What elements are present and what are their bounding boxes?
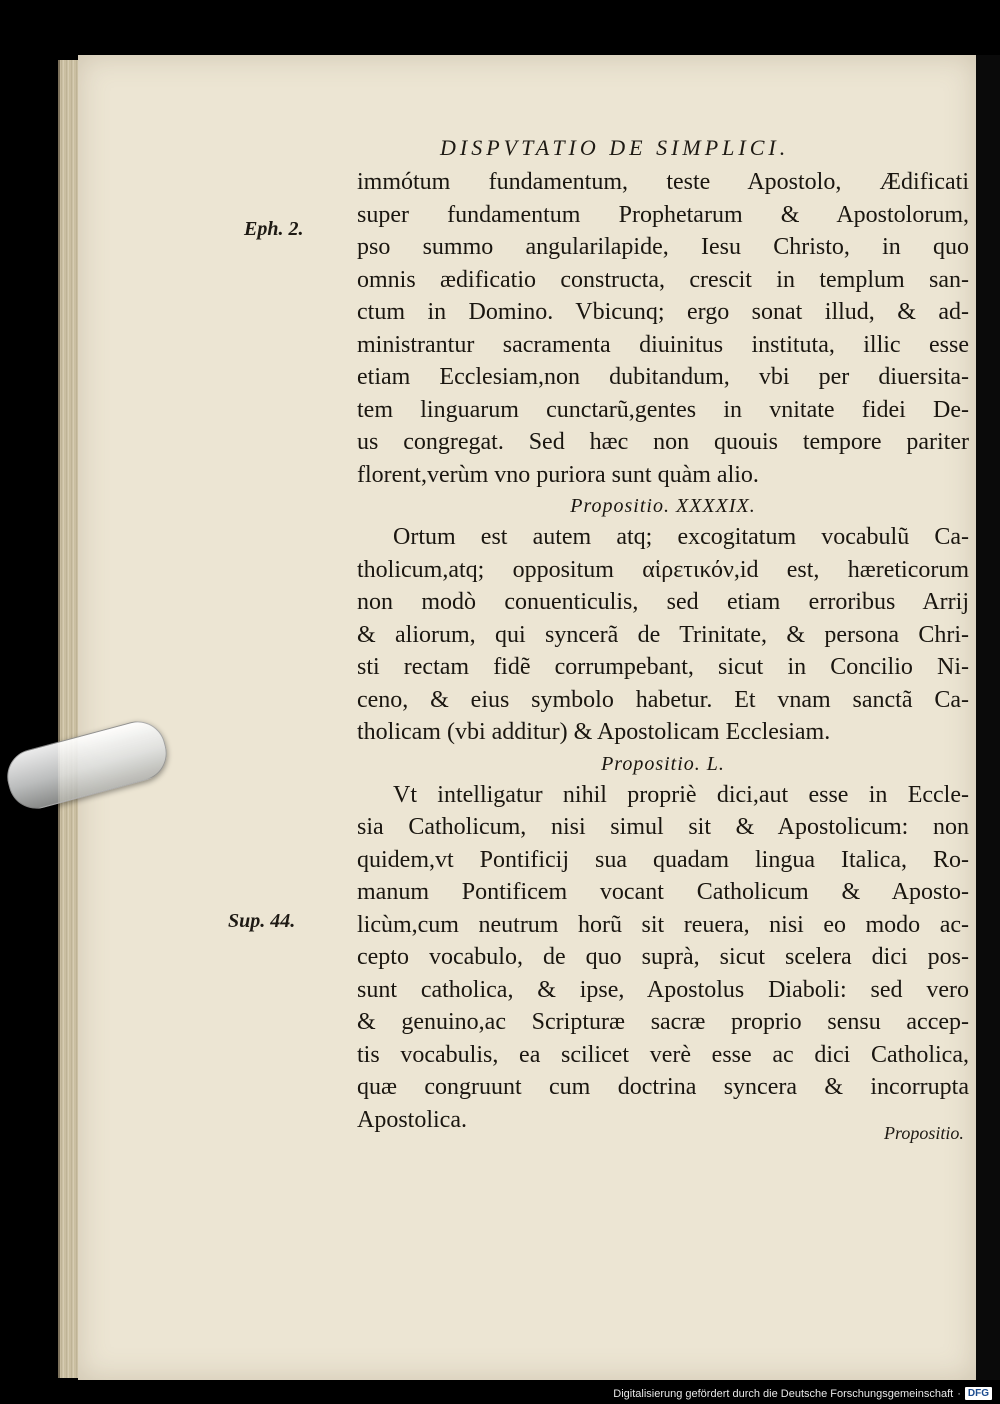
text-line: immótum fundamentum, teste Apostolo, Ædificati <box>357 169 969 195</box>
text-line: tis vocabulis, ea scilicet verè esse ac dici Catholica, <box>357 1041 969 1068</box>
text-line: non modò conuenticulis, sed etiam erroribus Arrij <box>357 589 969 615</box>
text-line: pso summo angularilapide, Iesu Christo, in quo <box>357 234 969 260</box>
proposition-heading: Propositio. L. <box>601 752 725 775</box>
text-line: sti rectam fidẽ corrumpebant, sicut in Concilio Ni- <box>357 654 969 680</box>
separator-dot: · <box>957 1387 961 1400</box>
text-line: cepto vocabulo, de quo suprà, sicut scelera dici pos- <box>357 944 969 970</box>
text-line: ctum in Domino. Vbicunq; ergo sonat illud, & ad- <box>357 299 969 325</box>
text-line: tem linguarum cunctarũ,gentes in vnitate fidei De- <box>357 396 969 423</box>
text-line: Vt intelligatur nihil propriè dici,aut esse in Eccle- <box>393 781 969 808</box>
text-line: & aliorum, qui syncerã de Trinitate, & persona Chri- <box>357 621 969 648</box>
text-line: tholicum,atq; oppositum αἱρετικόν,id est, hæreticorum <box>357 556 969 583</box>
margin-note: Eph. 2. <box>244 218 304 240</box>
body-text <box>357 166 969 1136</box>
margin-note: Sup. 44. <box>228 910 296 932</box>
text-line: manum Pontificem vocant Catholicum & Aposto- <box>357 879 969 905</box>
dfg-logo: DFG <box>965 1387 992 1400</box>
scan-border <box>976 55 1000 1380</box>
text-line: Apostolica. <box>357 1106 467 1133</box>
text-line: sia Catholicum, nisi simul sit & Apostolicum: non <box>357 814 969 840</box>
text-line: etiam Ecclesiam,non dubitandum, vbi per diuersita- <box>357 364 969 390</box>
text-line: tholicam (vbi additur) & Apostolicam Ecclesiam. <box>357 719 831 745</box>
text-line: ceno, & eius symbolo habetur. Et vnam sanctã Ca- <box>357 686 969 713</box>
funding-footer <box>613 1387 992 1400</box>
text-line: & genuino,ac Scripturæ sacræ proprio sensu accep- <box>357 1009 969 1035</box>
text-line: ministrantur sacramenta diuinitus instituta, illic esse <box>357 331 969 358</box>
text-line: florent,verùm vno puriora sunt quàm alio. <box>357 461 759 488</box>
text-line: Ortum est autem atq; excogitatum vocabulũ Ca- <box>393 524 969 550</box>
text-line: quæ congruunt cum doctrina syncera & incorrupta <box>357 1074 969 1100</box>
text-line: licùm,cum neutrum horũ sit reuera, nisi eo modo ac- <box>357 911 969 938</box>
funding-notice: Digitalisierung gefördert durch die Deutsche Forschungsgemeinschaft <box>613 1387 954 1400</box>
text-line: super fundamentum Prophetarum & Apostolorum, <box>357 201 969 228</box>
text-line: us congregat. Sed hæc non quouis tempore pariter <box>357 429 969 455</box>
text-line: omnis ædificatio constructa, crescit in templum san- <box>357 266 969 293</box>
text-line: quidem,vt Pontificij sua quadam lingua Italica, Ro- <box>357 846 969 873</box>
catchword: Propositio. <box>884 1123 964 1143</box>
text-line: sunt catholica, & ipse, Apostolus Diaboli: sed vero <box>357 976 969 1003</box>
proposition-heading: Propositio. XXXXIX. <box>570 495 756 517</box>
running-head: DISPVTATIO DE SIMPLICI. <box>440 135 790 160</box>
